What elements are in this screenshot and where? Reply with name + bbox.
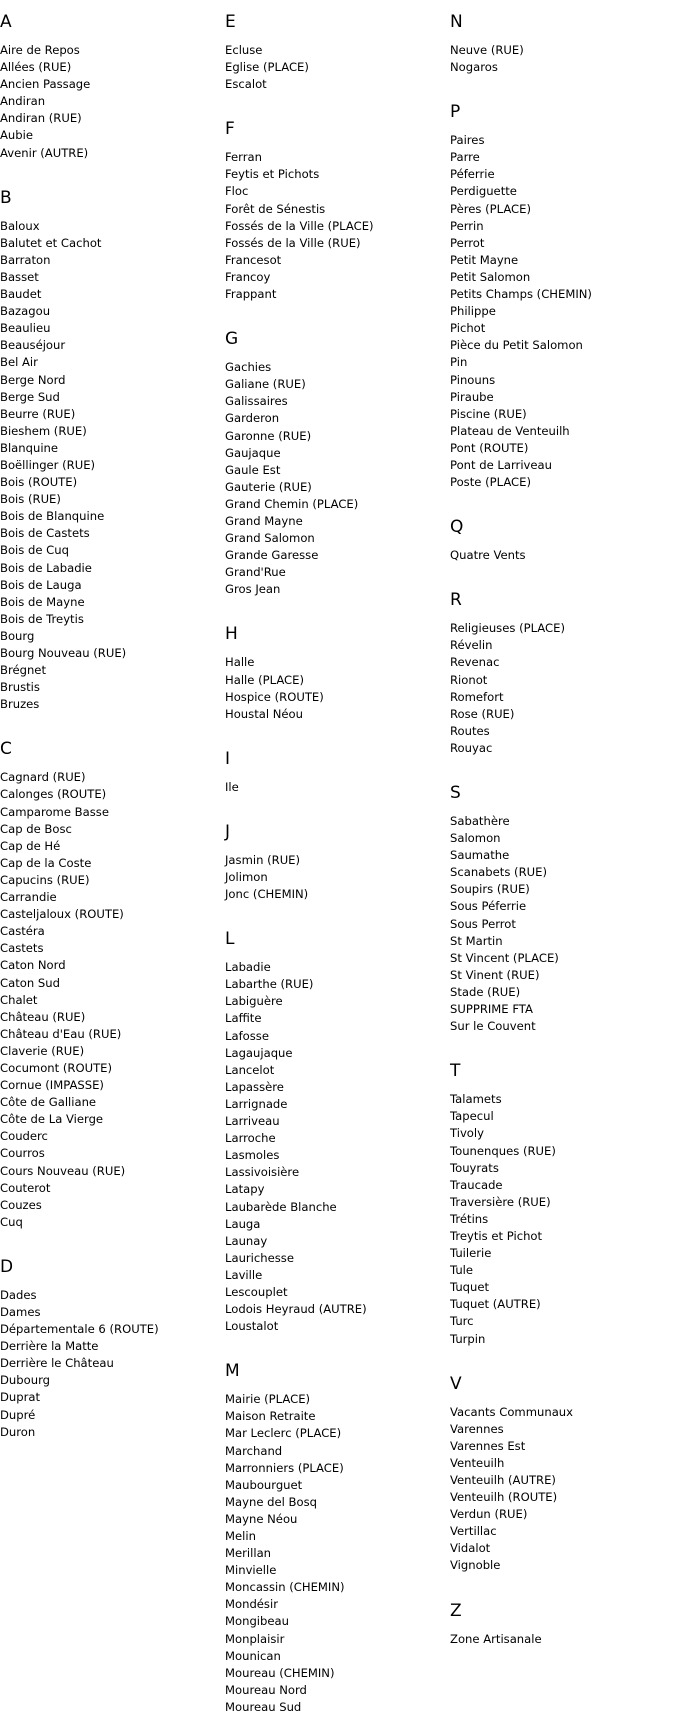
street-entry: Avenir (AUTRE)	[0, 145, 89, 160]
street-entry: Galissaires	[225, 394, 288, 409]
street-entry: Floc	[225, 184, 249, 199]
section-letter-heading: B	[0, 187, 12, 208]
street-entry: St Martin	[450, 933, 503, 948]
street-entry: Sabathère	[450, 814, 510, 828]
street-entry: Derrière le Château	[0, 1356, 114, 1371]
street-entry: Francesot	[225, 252, 282, 267]
street-entry: Moureau Sud	[225, 1699, 302, 1714]
entry-list	[450, 1404, 675, 1575]
street-entry: Monplaisir	[225, 1631, 285, 1646]
section-letter-heading: S	[450, 783, 461, 803]
street-entry: Jasmin (RUE)	[225, 852, 301, 867]
street-entry: Côte de La Vierge	[0, 1112, 104, 1127]
street-entry: Blanquine	[0, 440, 59, 455]
street-entry: Petit Salomon	[450, 269, 531, 284]
street-entry: Grand Salomon	[225, 531, 315, 546]
letter-section	[450, 90, 675, 505]
street-entry: Couderc	[0, 1129, 48, 1144]
street-entry: Traucade	[450, 1177, 503, 1192]
street-entry: Turc	[450, 1314, 474, 1329]
street-entry: Venteuilh (AUTRE)	[450, 1473, 556, 1487]
street-entry: Halle (PLACE)	[225, 672, 304, 687]
street-entry: Mairie (PLACE)	[225, 1392, 311, 1407]
street-entry: Saumathe	[450, 848, 510, 863]
street-entry: Neuve (RUE)	[450, 43, 524, 57]
street-entry: Fossés de la Ville (PLACE)	[225, 218, 374, 233]
street-entry: Cocumont (ROUTE)	[0, 1060, 112, 1075]
street-entry: Turpin	[450, 1331, 486, 1346]
section-letter-heading: V	[450, 1373, 462, 1394]
street-entry: Carrandie	[0, 890, 57, 905]
street-entry: Stade (RUE)	[450, 984, 521, 999]
street-entry: Labarthe (RUE)	[225, 977, 314, 992]
section-letter-heading: H	[225, 624, 238, 645]
street-entry: Caton Sud	[0, 975, 60, 990]
street-entry: Laurichesse	[225, 1250, 294, 1265]
street-entry: Bois de Treytis	[0, 611, 84, 626]
street-entry: Barraton	[0, 252, 51, 267]
street-entry: Zone Artisanale	[450, 1631, 542, 1646]
street-entry: Cours Nouveau (RUE)	[0, 1163, 126, 1178]
street-entry: Garderon	[225, 411, 280, 426]
street-entry: Cap de Bosc	[0, 821, 72, 836]
street-entry: Dames	[0, 1305, 41, 1319]
street-entry: Laubarède Blanche	[225, 1199, 337, 1214]
street-entry: Labadie	[225, 960, 271, 975]
entry-list	[0, 1287, 225, 1441]
street-entry: Hospice (ROUTE)	[225, 689, 324, 704]
street-entry: Tapecul	[450, 1109, 494, 1124]
street-entry: Grande Garesse	[225, 548, 319, 563]
street-entry: Romefort	[450, 689, 504, 704]
street-entry: Gros Jean	[225, 582, 281, 597]
street-entry: Minvielle	[225, 1563, 277, 1578]
entry-list	[225, 1391, 450, 1716]
street-entry: Revenac	[450, 655, 500, 670]
street-entry: Andiran	[0, 94, 46, 109]
entry-list	[0, 769, 225, 1231]
street-entry: Andiran (RUE)	[0, 111, 82, 126]
street-entry: Départementale 6 (ROUTE)	[0, 1322, 159, 1337]
letter-section	[225, 0, 450, 107]
entry-list	[450, 1091, 675, 1347]
street-entry: Dubourg	[0, 1373, 50, 1388]
street-entry: Vignoble	[450, 1558, 501, 1573]
street-entry: Merillan	[225, 1546, 272, 1561]
entry-list	[450, 1631, 675, 1648]
street-entry: Varennes Est	[450, 1438, 526, 1453]
street-entry: Rionot	[450, 672, 488, 687]
entry-list	[225, 42, 450, 93]
street-entry: Berge Sud	[0, 389, 60, 404]
street-entry: Loustalot	[225, 1319, 279, 1334]
section-letter-heading: Z	[450, 1600, 462, 1621]
street-entry: Beaulieu	[0, 321, 51, 336]
street-entry: Petit Mayne	[450, 252, 519, 267]
section-letter-heading: J	[225, 821, 231, 842]
letter-section	[0, 0, 225, 176]
street-entry: Capucins (RUE)	[0, 872, 90, 887]
letter-section	[0, 727, 225, 1245]
street-entry: Couzes	[0, 1197, 42, 1212]
section-letter-heading: C	[0, 739, 12, 760]
entry-list	[450, 42, 675, 76]
street-entry: Lancelot	[225, 1062, 275, 1077]
street-entry: Perdiguette	[450, 184, 517, 199]
street-entry: Bois de Mayne	[0, 594, 85, 609]
street-entry: Chalet	[0, 992, 38, 1007]
street-entry: Lassivoisière	[225, 1165, 300, 1180]
entry-list	[225, 959, 450, 1335]
street-entry: Couterot	[0, 1180, 51, 1195]
street-entry: Baudet	[0, 287, 42, 302]
street-entry: Philippe	[450, 304, 496, 319]
street-entry: Maison Retraite	[225, 1409, 316, 1424]
street-entry: Garonne (RUE)	[225, 428, 312, 443]
street-entry: Côte de Galliane	[0, 1095, 97, 1110]
section-letter-heading: F	[225, 119, 235, 140]
letter-section	[225, 317, 450, 612]
street-entry: Pièce du Petit Salomon	[450, 338, 583, 353]
street-entry: Mondésir	[225, 1597, 278, 1612]
street-entry: Perrot	[450, 235, 485, 250]
street-entry: Bois (ROUTE)	[0, 475, 78, 490]
street-entry: Ecluse	[225, 43, 263, 57]
street-entry: Moureau (CHEMIN)	[225, 1665, 335, 1680]
street-entry: SUPPRIME FTA	[450, 1002, 533, 1017]
street-entry: Lagaujaque	[225, 1045, 293, 1060]
street-entry: Marronniers (PLACE)	[225, 1460, 344, 1475]
street-entry: Houstal Néou	[225, 706, 304, 721]
letter-section	[450, 1362, 675, 1589]
street-entry: Maubourguet	[225, 1477, 303, 1492]
entry-list	[0, 42, 225, 162]
street-entry: Melin	[225, 1529, 256, 1543]
street-entry: Dades	[0, 1287, 37, 1302]
entry-list	[450, 620, 675, 757]
street-entry: Pères (PLACE)	[450, 201, 531, 216]
street-entry: Château d'Eau (RUE)	[0, 1026, 122, 1041]
street-entry: Lapassère	[225, 1079, 284, 1094]
letter-section	[450, 1049, 675, 1361]
section-letter-heading: E	[225, 12, 236, 32]
street-entry: Laville	[225, 1267, 263, 1282]
street-entry: Bois de Labadie	[0, 560, 92, 575]
street-entry: Brégnet	[0, 663, 46, 678]
street-entry: Pin	[450, 355, 468, 370]
street-entry: Cap de la Coste	[0, 855, 92, 870]
street-entry: Soupirs (RUE)	[450, 882, 530, 897]
street-entry: Gaujaque	[225, 445, 281, 460]
street-entry: Jolimon	[225, 870, 268, 884]
street-entry: Mayne Néou	[225, 1511, 298, 1526]
letter-section	[450, 771, 675, 1049]
street-entry: Révelin	[450, 638, 493, 653]
street-entry: Courros	[0, 1146, 45, 1161]
street-entry: Brustis	[0, 680, 40, 695]
street-entry: Château (RUE)	[0, 1009, 86, 1024]
letter-section	[450, 505, 675, 578]
street-entry: Tounenques (RUE)	[450, 1143, 556, 1158]
street-entry: Berge Nord	[0, 372, 66, 387]
street-entry: Bois de Blanquine	[0, 509, 105, 524]
section-letter-heading: M	[225, 1361, 240, 1382]
street-entry: Parre	[450, 150, 480, 165]
street-entry: Salomon	[450, 831, 501, 846]
street-entry: Allées (RUE)	[0, 60, 72, 75]
street-entry: Larroche	[225, 1131, 276, 1146]
entry-list	[225, 852, 450, 903]
street-entry: Lafosse	[225, 1028, 269, 1043]
street-entry: Larriveau	[225, 1114, 280, 1129]
street-entry: Grand Chemin (PLACE)	[225, 496, 359, 511]
entry-list	[450, 813, 675, 1035]
street-entry: Castéra	[0, 924, 45, 939]
letter-section	[225, 737, 450, 810]
street-entry: Sous Péferrie	[450, 899, 527, 914]
section-letter-heading: R	[450, 590, 462, 611]
section-letter-heading: I	[225, 748, 231, 769]
section-letter-heading: L	[225, 929, 235, 950]
index-column-1	[0, 0, 225, 1455]
street-entry: Gachies	[225, 360, 272, 375]
street-entry: Quatre Vents	[450, 548, 526, 563]
street-entry: Calonges (ROUTE)	[0, 787, 107, 802]
street-entry: Grand Mayne	[225, 513, 303, 528]
section-letter-heading: G	[225, 329, 239, 350]
street-entry: Vidalot	[450, 1541, 491, 1556]
section-letter-heading: D	[0, 1256, 14, 1277]
street-entry: Routes	[450, 723, 490, 738]
street-entry: Religieuses (PLACE)	[450, 621, 565, 636]
street-entry: Derrière la Matte	[0, 1339, 99, 1354]
street-entry: Rouyac	[450, 740, 493, 755]
street-entry: Verdun (RUE)	[450, 1507, 528, 1522]
street-entry: Mongibeau	[225, 1614, 289, 1629]
street-entry: Eglise (PLACE)	[225, 60, 309, 75]
street-entry: Poste (PLACE)	[450, 475, 531, 490]
street-entry: Launay	[225, 1233, 268, 1248]
letter-section	[450, 578, 675, 771]
street-entry: Laffite	[225, 1011, 262, 1026]
entry-list	[450, 547, 675, 564]
street-entry: Sur le Couvent	[450, 1019, 536, 1034]
street-entry: Pichot	[450, 321, 486, 336]
street-entry: Fossés de la Ville (RUE)	[225, 235, 361, 250]
street-entry: Piraube	[450, 389, 494, 404]
street-entry: Péferrie	[450, 167, 495, 182]
street-entry: Cornue (IMPASSE)	[0, 1078, 104, 1093]
street-entry: Duron	[0, 1424, 36, 1439]
street-entry: Gaule Est	[225, 462, 281, 477]
street-entry: Paires	[450, 133, 485, 148]
street-entry: Nogaros	[450, 60, 498, 75]
letter-section	[450, 0, 675, 90]
street-entry: Mar Leclerc (PLACE)	[225, 1426, 342, 1441]
street-entry: Dupré	[0, 1407, 36, 1422]
index-column-3	[450, 0, 675, 1662]
street-entry: Cap de Hé	[0, 838, 61, 853]
street-entry: Lodois Heyraud (AUTRE)	[225, 1302, 367, 1317]
street-entry: Tuquet (AUTRE)	[450, 1297, 541, 1312]
street-entry: Ferran	[225, 150, 262, 165]
letter-section	[225, 810, 450, 917]
street-entry: Talamets	[450, 1092, 502, 1107]
street-entry: Lescouplet	[225, 1284, 288, 1299]
street-entry: Venteuilh	[450, 1455, 505, 1470]
street-entry: Tuquet	[450, 1280, 490, 1295]
street-entry: Bruzes	[0, 697, 40, 712]
section-letter-heading: Q	[450, 517, 464, 538]
entry-list	[225, 149, 450, 303]
street-entry: Bourg Nouveau (RUE)	[0, 646, 127, 660]
street-entry: Escalot	[225, 77, 267, 92]
street-entry: Mayne del Bosq	[225, 1494, 317, 1509]
street-entry: Traversière (RUE)	[450, 1194, 551, 1209]
street-entry: Bazagou	[0, 304, 51, 319]
section-letter-heading: A	[0, 12, 12, 32]
section-letter-heading: N	[450, 12, 463, 32]
street-entry: Camparome Basse	[0, 804, 109, 819]
street-entry: Lauga	[225, 1216, 261, 1231]
street-entry: Halle	[225, 655, 255, 670]
street-entry: Bois (RUE)	[0, 492, 61, 507]
section-letter-heading: T	[450, 1061, 461, 1082]
street-entry: Touyrats	[450, 1160, 499, 1175]
street-entry: Petits Champs (CHEMIN)	[450, 287, 592, 302]
street-entry: Baloux	[0, 218, 40, 233]
street-entry: Grand'Rue	[225, 565, 286, 580]
street-entry: Tuilerie	[450, 1246, 492, 1261]
street-entry: Labiguère	[225, 994, 283, 1009]
street-entry: Casteljaloux (ROUTE)	[0, 907, 124, 922]
street-entry: Vacants Communaux	[450, 1404, 574, 1419]
street-entry: Duprat	[0, 1390, 41, 1405]
street-entry: Pont de Larriveau	[450, 457, 552, 472]
street-entry: Cagnard (RUE)	[0, 770, 86, 785]
street-entry: Caton Nord	[0, 958, 66, 973]
street-entry: Tule	[450, 1263, 474, 1278]
index-column-2	[225, 0, 450, 1730]
street-entry: Moncassin (CHEMIN)	[225, 1580, 345, 1595]
street-entry: Rose (RUE)	[450, 706, 515, 721]
letter-section	[225, 612, 450, 736]
street-entry: Plateau de Venteuilh	[450, 423, 570, 438]
street-entry: Venteuilh (ROUTE)	[450, 1490, 558, 1505]
entry-list	[0, 218, 225, 714]
letter-section	[450, 1589, 675, 1662]
street-entry: Boëllinger (RUE)	[0, 457, 96, 472]
entry-list	[225, 359, 450, 598]
street-entry: Marchand	[225, 1443, 283, 1458]
street-entry: Bieshem (RUE)	[0, 423, 87, 438]
street-entry: Latapy	[225, 1182, 265, 1197]
street-entry: Bourg	[0, 628, 35, 643]
street-entry: Piscine (RUE)	[450, 406, 527, 421]
street-entry: Bel Air	[0, 355, 38, 370]
letter-section	[225, 917, 450, 1349]
street-entry: Bois de Castets	[0, 526, 90, 541]
street-entry: Pinouns	[450, 372, 496, 387]
street-entry: Basset	[0, 269, 39, 284]
letter-section	[225, 107, 450, 317]
street-entry: Larrignade	[225, 1096, 288, 1111]
street-entry: Feytis et Pichots	[225, 167, 320, 182]
street-entry: Gauterie (RUE)	[225, 479, 312, 494]
street-entry: Francoy	[225, 269, 271, 284]
street-entry: Beauséjour	[0, 338, 66, 353]
street-entry: Vertillac	[450, 1524, 497, 1539]
street-entry: Varennes	[450, 1421, 504, 1436]
street-entry: Pont (ROUTE)	[450, 440, 529, 455]
letter-section	[0, 1245, 225, 1455]
street-entry: Castets	[0, 941, 44, 956]
street-entry: Galiane (RUE)	[225, 377, 306, 392]
street-entry: Scanabets (RUE)	[450, 865, 547, 880]
street-entry: Aire de Repos	[0, 43, 80, 57]
street-entry: Bois de Lauga	[0, 577, 82, 592]
street-entry: Forêt de Sénestis	[225, 201, 326, 216]
street-entry: Jonc (CHEMIN)	[225, 887, 309, 902]
street-entry: Balutet et Cachot	[0, 235, 102, 250]
street-entry: Trétins	[450, 1211, 489, 1226]
street-entry: Bois de Cuq	[0, 543, 69, 558]
street-entry: Claverie (RUE)	[0, 1043, 85, 1058]
entry-list	[225, 654, 450, 722]
street-entry: Lasmoles	[225, 1148, 280, 1163]
street-entry: Aubie	[0, 128, 33, 143]
street-entry: Tivoly	[450, 1126, 484, 1141]
street-entry: Frappant	[225, 287, 277, 302]
section-letter-heading: P	[450, 102, 461, 123]
street-entry: St Vinent (RUE)	[450, 967, 540, 982]
street-entry: Cuq	[0, 1214, 23, 1229]
street-entry: Ile	[225, 779, 239, 794]
street-entry: Sous Perrot	[450, 916, 516, 931]
street-entry: Ancien Passage	[0, 77, 91, 92]
entry-list	[225, 779, 450, 796]
street-entry: Perrin	[450, 218, 484, 233]
street-entry: Mounican	[225, 1648, 281, 1663]
street-entry: Treytis et Pichot	[450, 1228, 543, 1243]
letter-section	[225, 1349, 450, 1730]
letter-section	[0, 176, 225, 728]
entry-list	[450, 132, 675, 491]
street-entry: Moureau Nord	[225, 1682, 307, 1697]
street-entry: Beurre (RUE)	[0, 406, 76, 421]
street-entry: St Vincent (PLACE)	[450, 950, 559, 965]
